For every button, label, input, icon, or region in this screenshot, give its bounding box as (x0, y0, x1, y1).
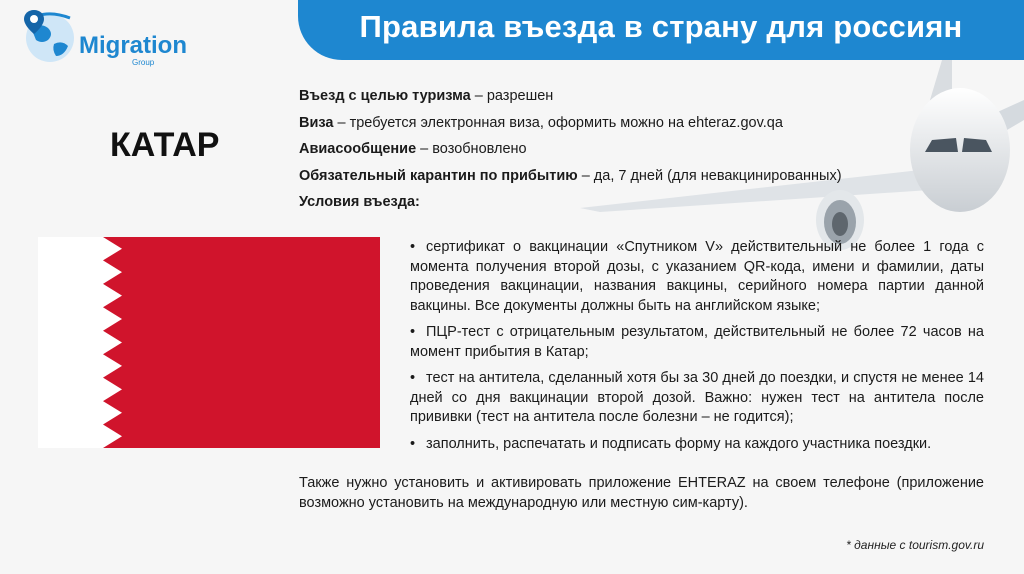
list-item (410, 323, 984, 362)
bullet-icon: • (410, 324, 416, 340)
info-visa (299, 115, 783, 131)
list-item (410, 369, 984, 428)
source-note: * данные с tourism.gov.ru (846, 538, 984, 552)
info-label: Виза (299, 115, 334, 131)
list-item-text: ПЦР-тест с отрицательным результатом, действительный не более 72 часов на момент прибытия в Катар; (410, 324, 984, 360)
info-label: Условия въезда: (299, 194, 420, 210)
flag-white-serrated-band (38, 237, 122, 448)
info-tourism (299, 88, 553, 104)
info-flights (299, 141, 527, 157)
qatar-flag (38, 237, 380, 448)
header-banner (298, 0, 1024, 60)
list-item (410, 435, 984, 455)
bullet-icon: • (410, 239, 416, 255)
info-value: – да, 7 дней (для невакцинированных) (577, 168, 842, 184)
info-quarantine (299, 168, 842, 184)
list-item-text: сертификат о вакцинации «Спутником V» действительный не более 1 года с момента получения второй дозы, с указанием QR-кода, имени и фамилии, даты проведения вакцинации, названия вакцины, серийного номера партии данной вакцины. Все документы должны быть на английском языке; (410, 239, 984, 314)
country-name: КАТАР (110, 126, 220, 164)
globe-pin-icon (14, 4, 84, 68)
info-label: Авиасообщение (299, 141, 417, 157)
info-value: – разрешен (470, 88, 554, 104)
info-conditions-heading (299, 194, 420, 210)
page-title: Правила въезда в страну для россиян (359, 9, 963, 44)
entry-conditions-list (410, 238, 984, 461)
app-note: Также нужно установить и активировать приложение EHTERAZ на своем телефоне (приложение возможно установить на международную или местную сим-карту). (299, 475, 984, 511)
info-label: Въезд с целью туризма (299, 88, 471, 104)
logo-name: Migration (79, 32, 187, 59)
bullet-icon: • (410, 370, 416, 386)
migration-group-logo (14, 4, 214, 68)
info-value: – требуется электронная виза, оформить можно на ehteraz.gov.qa (333, 115, 783, 131)
logo-subtitle: Group (132, 58, 155, 67)
list-item (410, 238, 984, 316)
info-value: – возобновлено (416, 141, 527, 157)
airplane-icon (560, 60, 1024, 260)
list-item-text: заполнить, распечатать и подписать форму на каждого участника поездки. (426, 435, 932, 452)
list-item-text: тест на антитела, сделанный хотя бы за 30 дней до поездки, и спустя не менее 14 дней со дня вакцинации второй дозой. Важно: нужен тест на антитела после прививки (тест на антитела после болезни – не годится); (410, 370, 984, 425)
bullet-icon: • (410, 435, 416, 452)
info-label: Обязательный карантин по прибытию (299, 168, 578, 184)
